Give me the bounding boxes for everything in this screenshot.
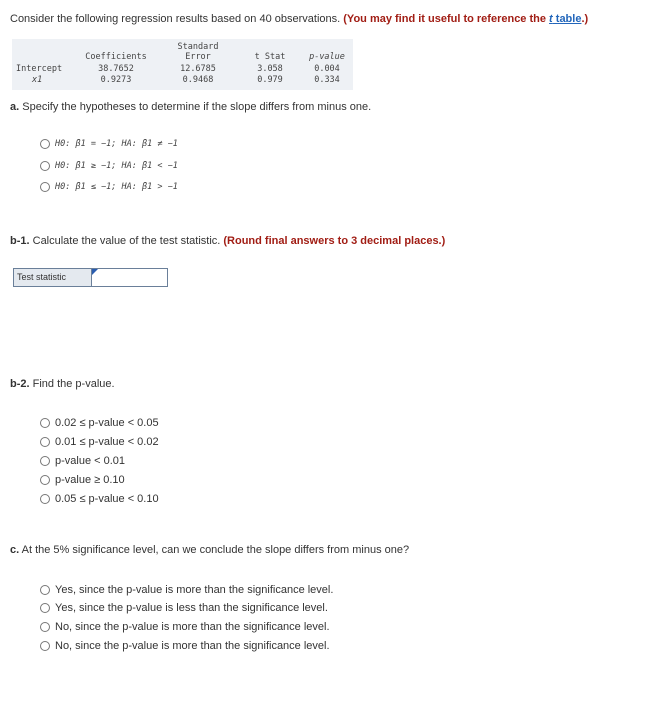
test-statistic-cell — [92, 269, 167, 286]
radio-button[interactable] — [40, 641, 50, 651]
radio-button[interactable] — [40, 494, 50, 504]
header-coefficients: Coefficients — [85, 52, 147, 62]
t-table-link[interactable] — [549, 13, 581, 25]
flag-corner-icon — [92, 269, 98, 275]
test-statistic-row — [13, 268, 168, 287]
part-c-option-4[interactable] — [40, 640, 330, 652]
option-label: No, since the p-value is more than the significance level. — [55, 621, 330, 633]
part-a-option-2[interactable] — [40, 161, 178, 171]
radio-button[interactable] — [40, 585, 50, 595]
radio-button[interactable] — [40, 161, 50, 171]
part-c-option-3[interactable] — [40, 621, 330, 633]
part-b2-option-4[interactable] — [40, 474, 125, 486]
option-label: 0.05 ≤ p-value < 0.10 — [55, 493, 159, 505]
intro-note-prefix: (You may find it useful to reference the — [343, 13, 550, 25]
part-b2-option-5[interactable] — [40, 493, 159, 505]
option-label: H0: β1 ≤ −1; HA: β1 > −1 — [55, 182, 178, 192]
part-c-option-2[interactable] — [40, 602, 328, 614]
part-b1-note: (Round final answers to 3 decimal places.) — [223, 235, 446, 247]
row-label-intercept: Intercept — [16, 64, 63, 74]
option-label: Yes, since the p-value is more than the significance level. — [55, 584, 334, 596]
option-label: No, since the p-value is more than the significance level. — [55, 640, 330, 652]
part-b1-label: b-1. — [10, 235, 30, 247]
intro-note-suffix: .) — [581, 13, 589, 25]
part-b2-option-1[interactable] — [40, 417, 159, 429]
t-table-link-text: table — [552, 13, 582, 25]
t-table-link-italic: t — [549, 13, 553, 25]
coef-intercept: 38.7652 — [98, 64, 134, 74]
radio-button[interactable] — [40, 139, 50, 149]
se-intercept: 12.6785 — [180, 64, 216, 74]
radio-button[interactable] — [40, 437, 50, 447]
radio-button[interactable] — [40, 603, 50, 613]
part-b1-text: Calculate the value of the test statistic. — [29, 235, 224, 247]
part-b1-question — [10, 235, 445, 247]
regression-table — [12, 39, 353, 90]
intro-text — [10, 13, 588, 25]
part-c-label: c. — [10, 544, 20, 556]
test-statistic-label: Test statistic — [14, 269, 92, 286]
part-a-text: Specify the hypotheses to determine if the slope differs from minus one. — [19, 101, 372, 113]
part-c-question — [10, 544, 409, 556]
header-error: Error — [185, 52, 211, 62]
header-pvalue: p-value — [309, 52, 345, 62]
intro-note — [343, 13, 588, 25]
option-label: p-value ≥ 0.10 — [55, 474, 125, 486]
tstat-intercept: 3.058 — [257, 64, 283, 74]
radio-button[interactable] — [40, 622, 50, 632]
intro-main: Consider the following regression results based on 40 observations. — [10, 13, 341, 25]
radio-button[interactable] — [40, 456, 50, 466]
part-b2-option-2[interactable] — [40, 436, 159, 448]
part-a-option-3[interactable] — [40, 182, 178, 192]
option-label: Yes, since the p-value is less than the significance level. — [55, 602, 328, 614]
option-label: 0.01 ≤ p-value < 0.02 — [55, 436, 159, 448]
part-a-label: a. — [10, 101, 20, 113]
part-b2-question — [10, 378, 115, 390]
option-label: H0: β1 = −1; HA: β1 ≠ −1 — [55, 139, 178, 149]
se-x1: 0.9468 — [182, 75, 214, 85]
radio-button[interactable] — [40, 475, 50, 485]
option-label: 0.02 ≤ p-value < 0.05 — [55, 417, 159, 429]
tstat-x1: 0.979 — [257, 75, 283, 85]
pvalue-intercept: 0.004 — [314, 64, 340, 74]
part-c-text: At the 5% significance level, can we conclude the slope differs from minus one? — [19, 544, 410, 556]
part-a-option-1[interactable] — [40, 139, 178, 149]
test-statistic-input[interactable] — [92, 269, 167, 286]
part-b2-text: Find the p-value. — [29, 378, 115, 390]
part-b2-option-3[interactable] — [40, 455, 125, 467]
part-c-option-1[interactable] — [40, 584, 333, 596]
coef-x1: 0.9273 — [100, 75, 132, 85]
header-standard: Standard — [177, 42, 219, 52]
option-label: p-value < 0.01 — [55, 455, 126, 467]
radio-button[interactable] — [40, 418, 50, 428]
part-a-question — [10, 101, 371, 113]
header-tstat: t Stat — [254, 52, 286, 62]
row-label-x1: x1 — [32, 75, 43, 85]
part-b2-label: b-2. — [10, 378, 30, 390]
option-label: H0: β1 ≥ −1; HA: β1 < −1 — [55, 161, 178, 171]
pvalue-x1: 0.334 — [314, 75, 340, 85]
radio-button[interactable] — [40, 182, 50, 192]
